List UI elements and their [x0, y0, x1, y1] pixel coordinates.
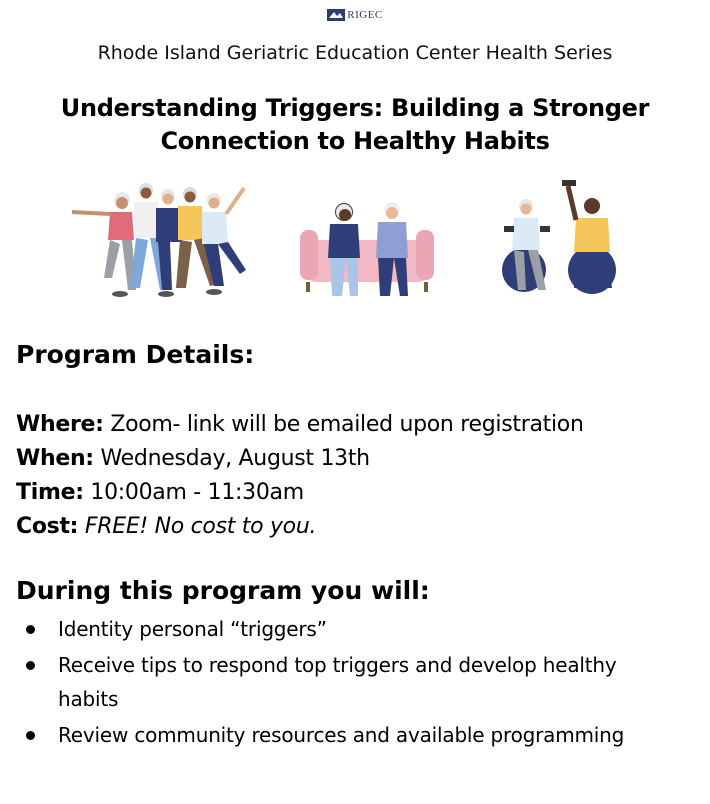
time-row [16, 476, 696, 510]
when-row [16, 442, 696, 476]
cost-row [16, 510, 696, 544]
list-item: Review community resources and available programming [0, 718, 710, 752]
bullet-icon [26, 625, 35, 634]
title-line-2: Connection to Healthy Habits [160, 127, 550, 155]
page-title [40, 92, 670, 158]
time-value: 10:00am - 11:30am [83, 480, 304, 505]
couch-conversation-illustration [296, 178, 438, 303]
series-subtitle: Rhode Island Geriatric Education Center Health Series [97, 42, 613, 64]
when-value: Wednesday, August 13th [93, 446, 370, 471]
program-details [16, 408, 696, 544]
during-list [0, 612, 710, 754]
list-item: Receive tips to respond top triggers and develop healthy habits [0, 648, 710, 716]
cost-value: FREE! No cost to you. [84, 514, 317, 539]
title-line-1: Understanding Triggers: Building a Stronger [60, 94, 650, 122]
program-details-heading: Program Details: [16, 340, 255, 369]
logo-text: RIGEC [347, 9, 383, 21]
dancing-group-illustration [64, 178, 254, 303]
during-heading: During this program you will: [16, 576, 430, 605]
rigec-logo [0, 9, 710, 21]
when-label: When: [16, 446, 94, 471]
where-value: Zoom- link will be emailed upon registration [103, 412, 584, 437]
illustration-row [0, 178, 710, 303]
bullet-icon [26, 661, 35, 670]
where-label: Where: [16, 412, 104, 437]
exercise-ball-illustration [496, 178, 626, 303]
rigec-logo-icon [327, 9, 345, 21]
cost-label: Cost: [16, 514, 79, 539]
where-row [16, 408, 696, 442]
time-label: Time: [16, 480, 84, 505]
list-item: Identity personal “triggers” [0, 612, 710, 646]
bullet-icon [26, 731, 35, 740]
